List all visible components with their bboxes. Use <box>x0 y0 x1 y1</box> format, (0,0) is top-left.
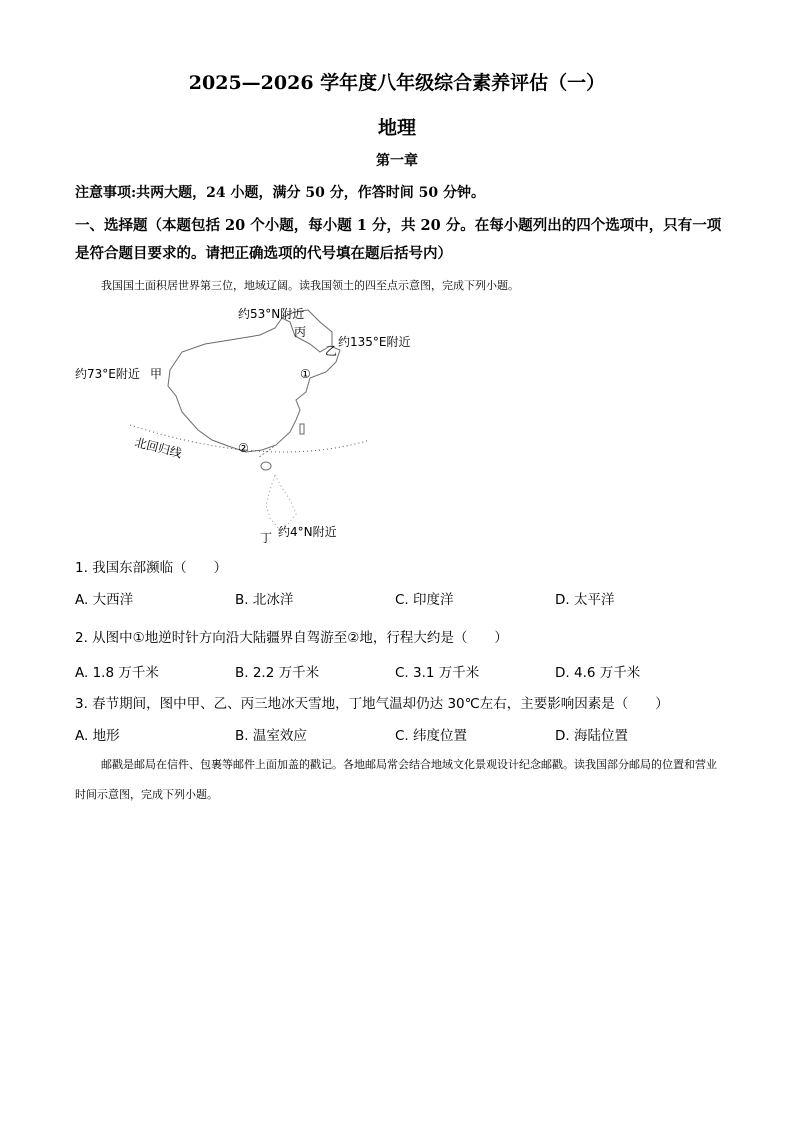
label-ding: 丁 <box>260 531 273 545</box>
question-2: 2. 从图中①地逆时针方向沿大陆疆界自驾游至②地，行程大约是（ ） <box>75 630 508 646</box>
south-sea-islands <box>266 475 296 528</box>
question-2-option-b[interactable]: B. 2.2 万千米 <box>235 665 320 681</box>
question-3-option-b[interactable]: B. 温室效应 <box>235 728 307 744</box>
china-outline <box>168 318 340 452</box>
question-3: 3. 春节期间，图中甲、乙、丙三地冰天雪地，丁地气温却仍达 30℃左右，主要影响因素是（ ） <box>75 696 669 712</box>
label-jia: 甲 <box>150 367 163 381</box>
question-3-options <box>75 724 715 744</box>
question-2-option-a[interactable]: A. 1.8 万千米 <box>75 665 159 681</box>
question-2-option-d[interactable]: D. 4.6 万千米 <box>555 665 641 681</box>
hainan-island <box>261 462 271 470</box>
label-south: 约4°N附近 <box>278 525 337 539</box>
question-2-options <box>75 661 715 681</box>
question-2-option-c[interactable]: C. 3.1 万千米 <box>395 665 480 681</box>
label-north: 约53°N附近 <box>238 307 305 321</box>
intro-text-2: 邮戳是邮局在信件、包裹等邮件上面加盖的戳记。各地邮局常会结合地域文化景观设计纪念邮戳。读我国部分邮局的位置和营业时间示意图，完成下列小题。 <box>75 758 717 801</box>
label-west: 约73°E附近 <box>75 367 140 381</box>
label-point1: ① <box>300 367 311 381</box>
question-1-options <box>75 588 715 608</box>
question-1-option-d[interactable]: D. 太平洋 <box>555 592 615 608</box>
question-1-option-a[interactable]: A. 大西洋 <box>75 592 134 608</box>
label-tropic: 北回归线 <box>133 435 184 461</box>
coastline <box>258 378 310 458</box>
section-heading: 一、选择题（本题包括 20 个小题，每小题 1 分，共 20 分。在每小题列出的四个选项中，只有一项是符合题目要求的。请把正确选项的代号填在题后括号内） <box>75 217 722 262</box>
question-1-option-c[interactable]: C. 印度洋 <box>395 592 454 608</box>
taiwan-island <box>300 424 304 434</box>
exam-notes: 注意事项:共两大题，24 小题，满分 50 分，作答时间 50 分钟。 <box>75 185 485 201</box>
question-1: 1. 我国东部濒临（ ） <box>75 560 228 576</box>
label-bing: 丙 <box>294 325 307 339</box>
question-1-option-b[interactable]: B. 北冰洋 <box>235 592 294 608</box>
question-3-option-d[interactable]: D. 海陆位置 <box>555 728 628 744</box>
china-extremities-map <box>70 300 430 550</box>
chapter-title: 第一章 <box>376 153 418 169</box>
question-3-option-a[interactable]: A. 地形 <box>75 728 120 744</box>
label-east: 约135°E附近 <box>338 335 411 349</box>
subject-title: 地理 <box>377 117 416 139</box>
question-3-option-c[interactable]: C. 纬度位置 <box>395 728 468 744</box>
intro-text-1: 我国国土面积居世界第三位，地域辽阔。读我国领土的四至点示意图，完成下列小题。 <box>101 279 519 292</box>
label-yi: 乙 <box>325 344 338 358</box>
exam-title: 2025—2026 学年度八年级综合素养评估（一） <box>188 72 606 94</box>
label-point2: ② <box>238 441 249 455</box>
